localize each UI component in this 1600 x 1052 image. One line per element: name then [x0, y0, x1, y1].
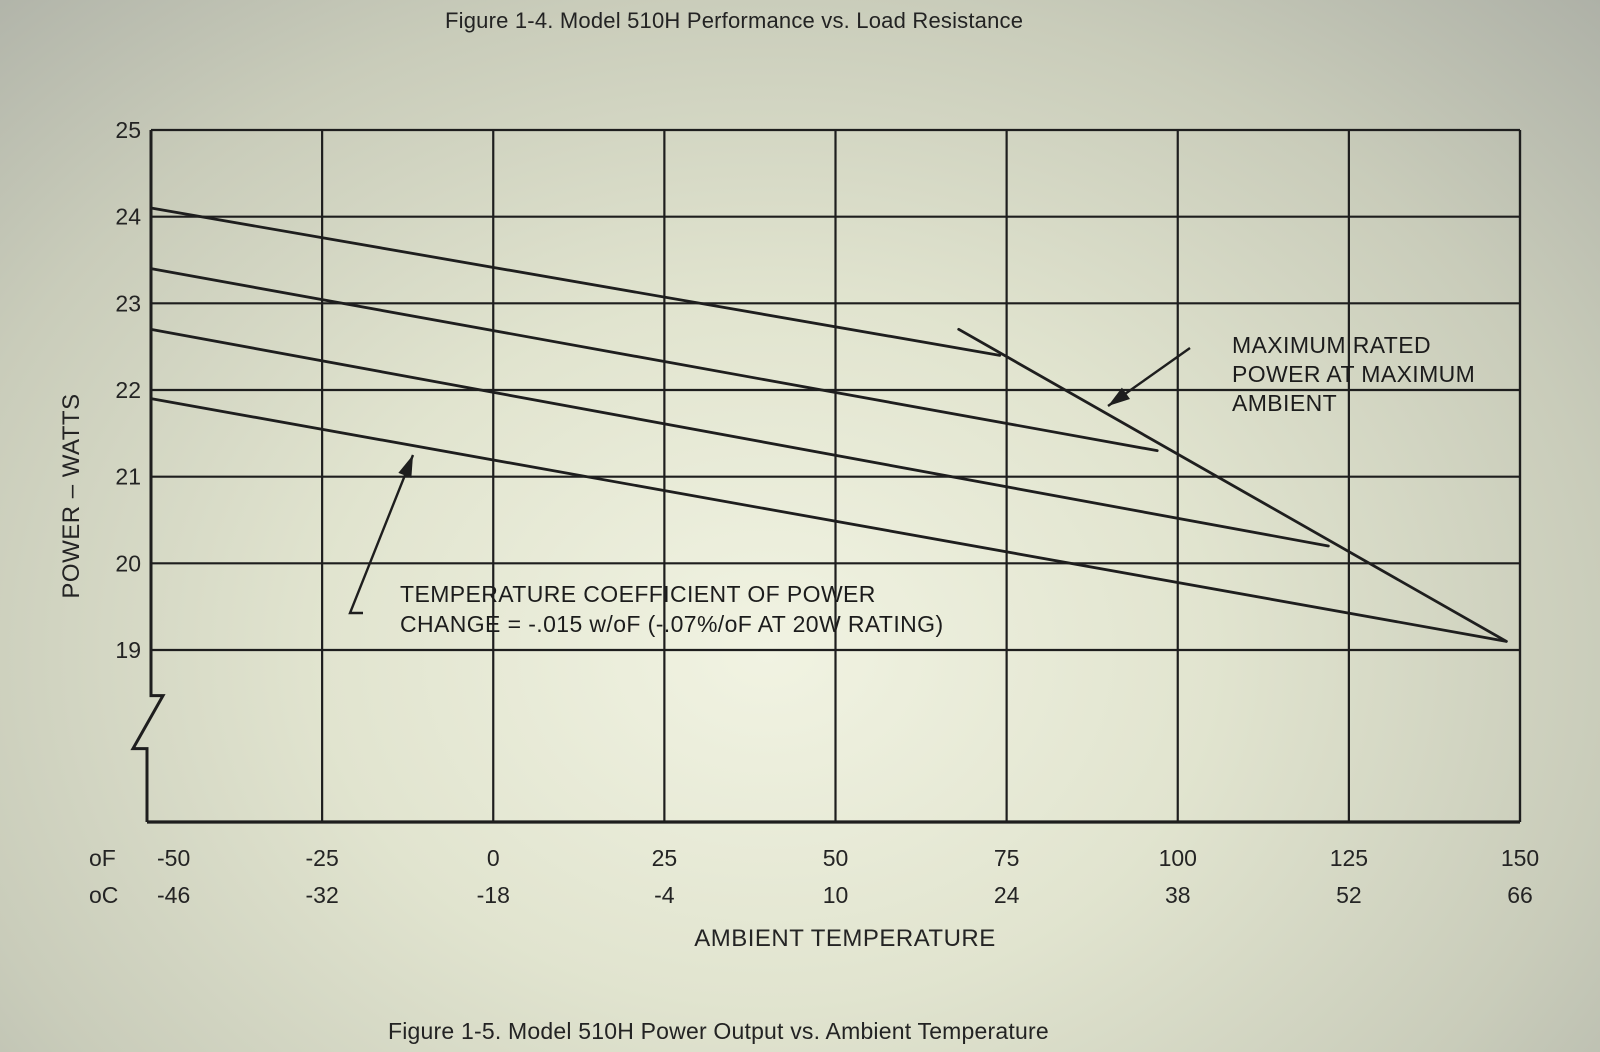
x-tick-label-c-2: -18: [476, 882, 510, 908]
x-tick-label-f-7: 125: [1329, 845, 1369, 871]
figure-1-4-caption: Figure 1-4. Model 510H Performance vs. Load Resistance: [445, 8, 1024, 33]
temp-coeff-label-line-1: CHANGE = -.015 w/oF (-.07%/oF AT 20W RATING): [400, 611, 944, 637]
x-axis-title: AMBIENT TEMPERATURE: [694, 925, 996, 952]
max-rated-label-line-2: AMBIENT: [1232, 390, 1338, 416]
x-tick-label-f-2: 0: [486, 845, 500, 871]
annotations: [350, 332, 1475, 637]
max-rated-label-line-0: MAXIMUM RATED: [1232, 332, 1431, 358]
temp-coeff-label-line-0: TEMPERATURE COEFFICIENT OF POWER: [400, 581, 876, 607]
y-axis-title: POWER – WATTS: [58, 393, 85, 599]
y-tick-label-25: 25: [115, 117, 141, 143]
x-tick-label-f-3: 25: [651, 845, 678, 871]
max-rated-label-line-1: POWER AT MAXIMUM: [1232, 361, 1476, 387]
x-unit-label-f: oF: [89, 845, 116, 871]
x-tick-label-c-7: 52: [1336, 882, 1362, 908]
x-unit-label-c: oC: [89, 882, 119, 908]
temp-coeff-arrow-head: [398, 455, 413, 478]
y-tick-label-19: 19: [115, 637, 141, 663]
x-tick-label-f-5: 75: [993, 845, 1020, 871]
x-tick-label-c-0: -46: [157, 882, 191, 908]
x-tick-label-f-0: -50: [157, 845, 191, 871]
series-lines: [151, 208, 1506, 641]
series-line-2: [151, 329, 1328, 546]
y-tick-label-20: 20: [115, 550, 141, 577]
grid-lines: [151, 130, 1520, 822]
x-tick-label-f-6: 100: [1158, 845, 1197, 871]
x-tick-label-c-4: 10: [822, 882, 849, 908]
series-line-0: [151, 208, 1000, 355]
x-tick-label-c-5: 24: [993, 882, 1020, 908]
y-tick-label-21: 21: [115, 463, 141, 490]
x-tick-label-f-4: 50: [822, 845, 849, 871]
figure-1-5-caption: Figure 1-5. Model 510H Power Output vs. Ambient Temperature: [388, 1018, 1049, 1044]
x-tick-label-f-1: -25: [305, 845, 339, 871]
x-tick-label-c-3: -4: [654, 882, 675, 908]
y-tick-label-22: 22: [115, 377, 141, 403]
y-tick-label-23: 23: [115, 290, 141, 317]
x-tick-label-c-8: 66: [1507, 882, 1533, 908]
x-tick-label-c-6: 38: [1164, 882, 1191, 908]
x-tick-label-f-8: 150: [1500, 845, 1540, 871]
y-tick-label-24: 24: [115, 203, 141, 230]
x-tick-label-c-1: -32: [305, 882, 339, 908]
